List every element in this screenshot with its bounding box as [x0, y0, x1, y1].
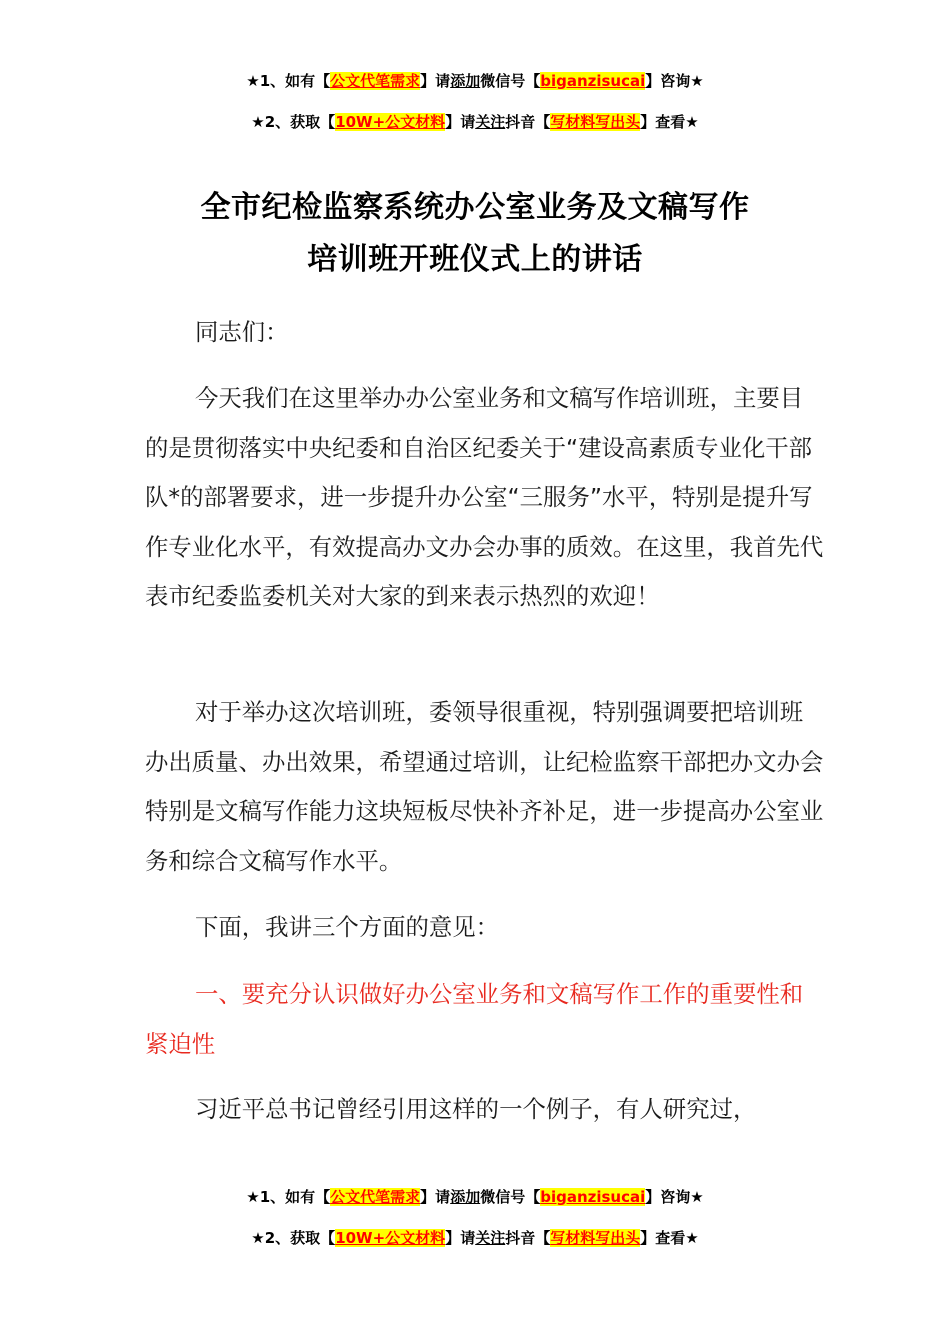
promo-text: ★1、如有【 [246, 1188, 331, 1206]
promo-text: 】咨询★ [645, 72, 704, 90]
promo-text: 】查看★ [640, 1229, 699, 1247]
promo-text: 】请 [445, 113, 476, 131]
promo-top-line-2 [0, 111, 950, 133]
promo-text: 抖音【 [505, 113, 551, 131]
promo-top-line-1 [0, 70, 950, 92]
promo-underline: 关注 [475, 1229, 506, 1247]
promo-text: 微信号【 [480, 1188, 541, 1206]
promo-text: 】查看★ [640, 113, 699, 131]
promo-highlight: 公文代笔需求 [330, 72, 421, 90]
document-title-line-1: 全市纪检监察系统办公室业务及文稿写作 [200, 190, 750, 225]
promo-text: ★2、获取【 [251, 1229, 336, 1247]
promo-highlight: 10W+公文材料 [335, 1229, 446, 1247]
promo-douyin-id: 写材料写出头 [550, 113, 641, 131]
promo-text: ★1、如有【 [246, 72, 331, 90]
section-heading-1: 一、要充分认识做好办公室业务和文稿写作工作的重要性和紧迫性 [145, 980, 804, 1058]
promo-wechat-id: biganzisucai [540, 1188, 646, 1206]
promo-text: 抖音【 [505, 1229, 551, 1247]
promo-bottom-line-1 [0, 1186, 950, 1208]
promo-underline: 添加 [450, 1188, 481, 1206]
promo-text: 微信号【 [480, 72, 541, 90]
paragraph-2: 对于举办这次培训班，委领导很重视，特别强调要把培训班办出质量、办出效果，希望通过培训，让纪检监察干部把办文办会特别是文稿写作能力这块短板尽快补齐补足，进一步提高办公室业务和综合文稿写作水平。 [145, 698, 824, 875]
paragraph-4: 习近平总书记曾经引用这样的一个例子，有人研究过， [195, 1095, 757, 1123]
promo-text: 】请 [420, 72, 451, 90]
promo-highlight: 10W+公文材料 [335, 113, 446, 131]
promo-underline: 关注 [475, 113, 506, 131]
promo-underline: 添加 [450, 72, 481, 90]
document-title-line-2: 培训班开班仪式上的讲话 [307, 242, 643, 277]
promo-text: 】请 [420, 1188, 451, 1206]
salutation: 同志们： [195, 318, 289, 346]
paragraph-3: 下面，我讲三个方面的意见： [195, 913, 500, 941]
promo-douyin-id: 写材料写出头 [550, 1229, 641, 1247]
paragraph-1: 今天我们在这里举办办公室业务和文稿写作培训班，主要目的是贯彻落实中央纪委和自治区纪委关于“建设高素质专业化干部队*的部署要求，进一步提升办公室“三服务”水平，特别是提升写作专业化水平，有效提高办文办会办事的质效。在这里，我首先代表市纪委监委机关对大家的到来表示热烈的欢迎！ [145, 384, 824, 610]
promo-bottom-line-2 [0, 1227, 950, 1249]
promo-text: ★2、获取【 [251, 113, 336, 131]
promo-wechat-id: biganzisucai [540, 72, 646, 90]
promo-text: 】请 [445, 1229, 476, 1247]
promo-text: 】咨询★ [645, 1188, 704, 1206]
promo-highlight: 公文代笔需求 [330, 1188, 421, 1206]
